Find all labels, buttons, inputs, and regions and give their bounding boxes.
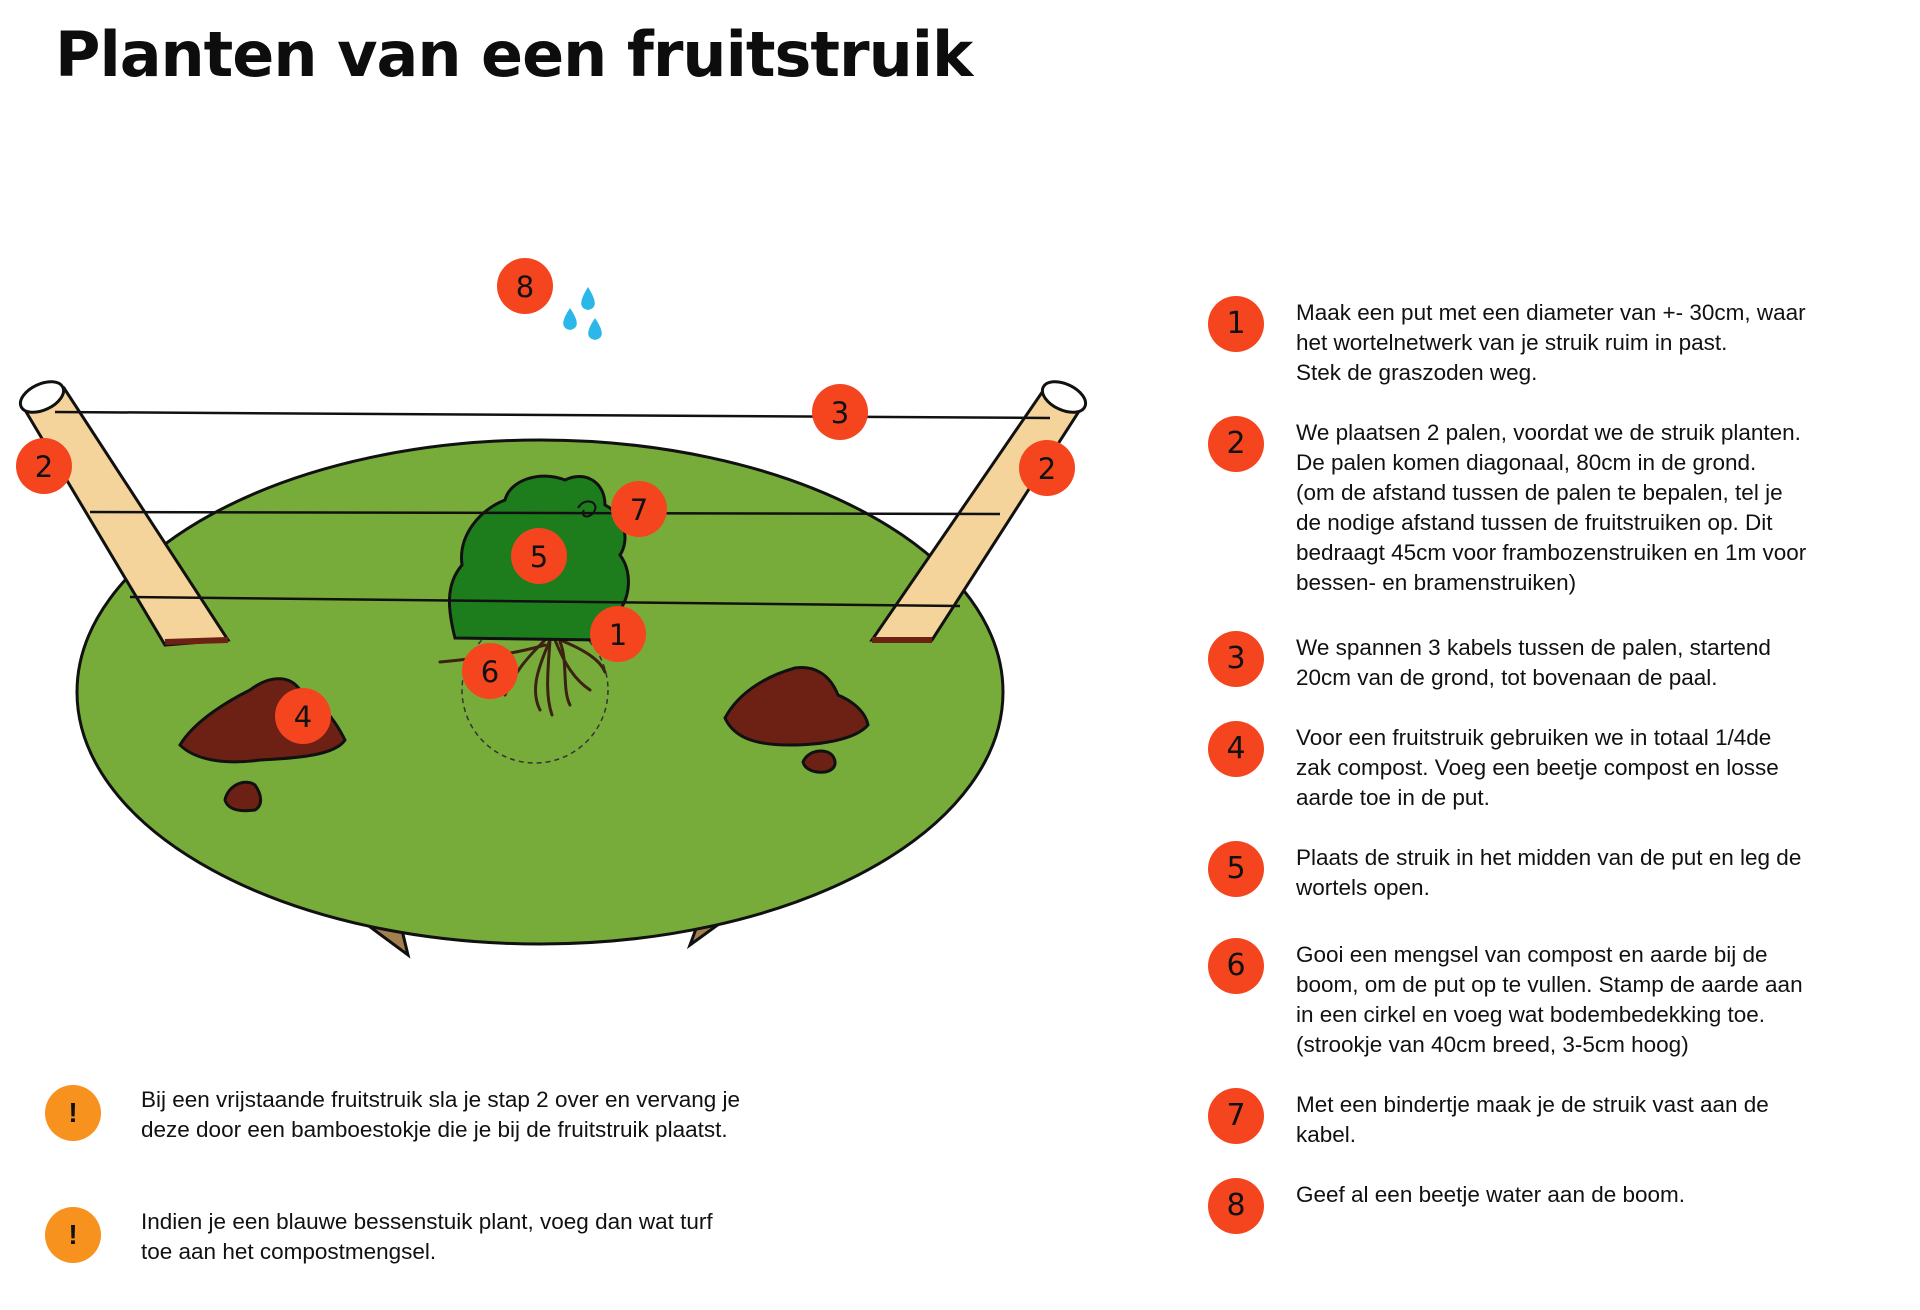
step-number-badge: 1 (1208, 296, 1264, 352)
step-number-badge: 7 (1208, 1088, 1264, 1144)
step-number-badge: 2 (1208, 416, 1264, 472)
step-text: We plaatsen 2 palen, voordat we de struik planten. De palen komen diagonaal, 80cm in de grond. (om de afstand tussen de palen te bepalen, tel je de nodige afstand tussen de fruitstruiken op. Dit bedraagt 45cm voor frambozenstruiken en 1m voor bessen- en bramenstruiken) (1296, 420, 1807, 595)
step-text: Geef al een beetje water aan de boom. (1296, 1182, 1686, 1207)
marker-pole-right (1019, 440, 1075, 496)
svg-text:3: 3 (830, 396, 850, 430)
planting-illustration (0, 230, 1110, 970)
marker-compost (275, 688, 331, 744)
svg-text:7: 7 (629, 493, 649, 527)
step-text: Maak een put met een diameter van +- 30cm, waar het wortelnetwerk van je struik ruim in past. Stek de graszoden weg. (1296, 300, 1806, 385)
step-number-badge: 8 (1208, 1178, 1264, 1234)
step-number-badge: 5 (1208, 841, 1264, 897)
pole-right (872, 375, 1090, 640)
svg-text:6: 6 (480, 655, 500, 689)
water-drops-icon (563, 287, 602, 340)
marker-mix (462, 643, 518, 699)
marker-cables (812, 384, 868, 440)
svg-text:2: 2 (1037, 452, 1057, 486)
step-text: Voor een fruitstruik gebruiken we in totaal 1/4de zak compost. Voeg een beetje compost en losse aarde toe in de put. (1296, 725, 1779, 810)
step-text: Met een bindertje maak je de struik vast aan de kabel. (1296, 1092, 1769, 1147)
step-number-badge: 3 (1208, 631, 1264, 687)
svg-text:1: 1 (608, 618, 628, 652)
note-text: Indien je een blauwe bessenstuik plant, voeg dan wat turf toe aan het compostmengsel. (141, 1209, 713, 1264)
page-title: Planten van een fruitstruik (55, 18, 973, 91)
marker-bush (511, 528, 567, 584)
warning-icon: ! (45, 1207, 101, 1263)
svg-text:8: 8 (515, 270, 535, 304)
svg-text:4: 4 (293, 700, 313, 734)
step-number-badge: 4 (1208, 721, 1264, 777)
marker-pole-left (16, 438, 72, 494)
note-text: Bij een vrijstaande fruitstruik sla je stap 2 over en vervang je deze door een bamboestokje die je bij de fruitstruik plaatst. (141, 1087, 741, 1142)
svg-text:5: 5 (529, 540, 549, 574)
step-text: Gooi een mengsel van compost en aarde bij de boom, om de put op te vullen. Stamp de aarde aan in een cirkel en voeg wat bodembedekking toe. (strookje van 40cm breed, 3-5cm hoog) (1296, 942, 1803, 1057)
step-text: We spannen 3 kabels tussen de palen, startend 20cm van de grond, tot bovenaan de paal. (1296, 635, 1771, 690)
svg-text:2: 2 (34, 450, 54, 484)
warning-icon: ! (45, 1085, 101, 1141)
marker-water (497, 258, 553, 314)
marker-hole (590, 606, 646, 662)
marker-tie (611, 481, 667, 537)
step-text: Plaats de struik in het midden van de put en leg de wortels open. (1296, 845, 1802, 900)
step-number-badge: 6 (1208, 938, 1264, 994)
